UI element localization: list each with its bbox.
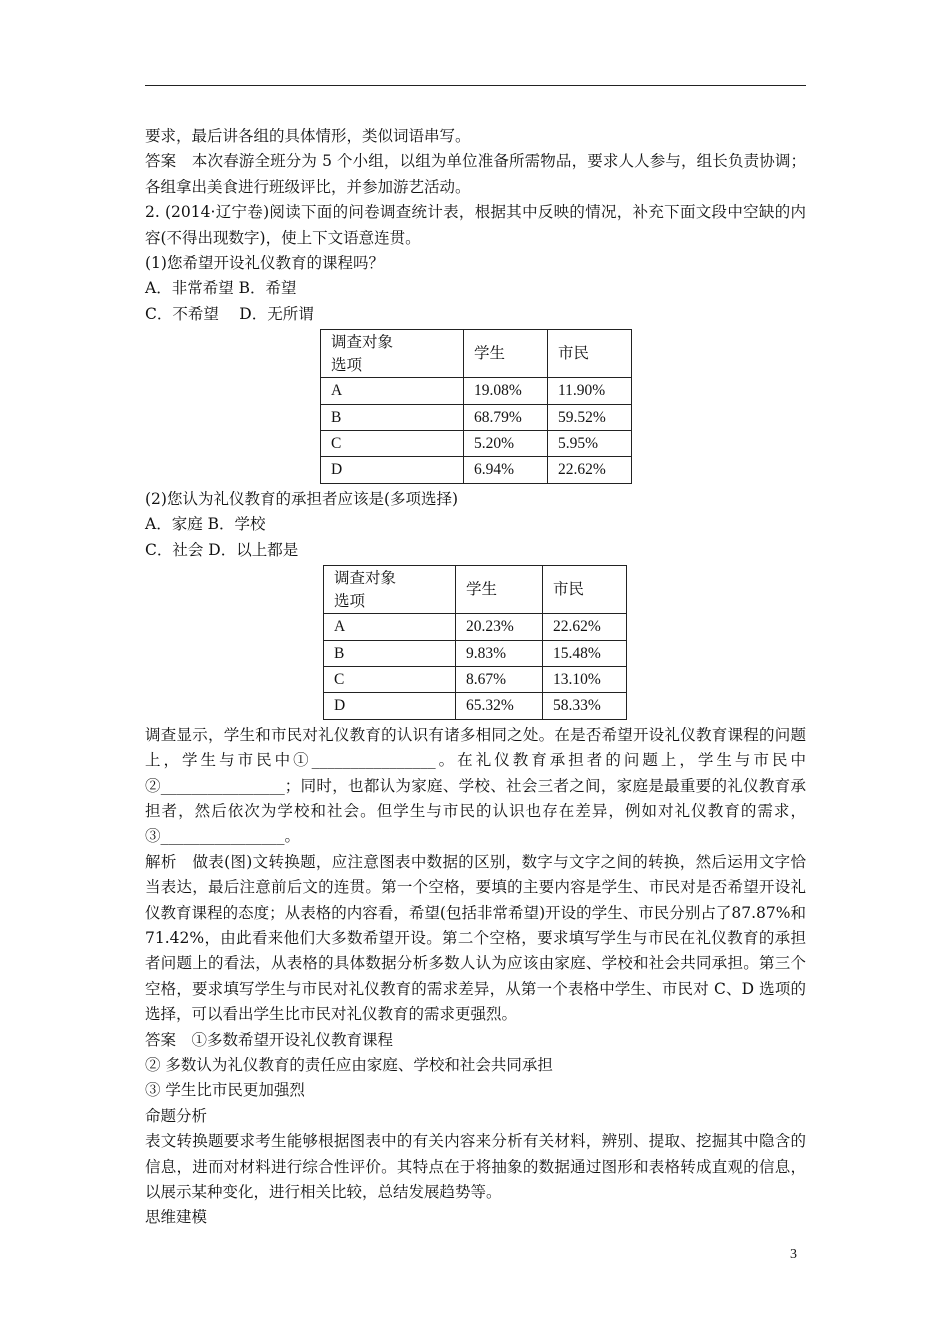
column-header-student: 学生 <box>456 566 543 614</box>
section-body: 表文转换题要求考生能够根据图表中的有关内容来分析有关材料，辨别、提取、挖掘其中隐含的信息，进而对材料进行综合性评价。其特点在于将抽象的数据通过图形和表格转成直观的信息，以展示某种变化，进行相关比较，总结发展趋势等。 <box>145 1132 806 1202</box>
option-cell: D <box>324 693 456 719</box>
corner-cell <box>321 330 464 378</box>
citizen-cell: 58.33% <box>543 693 627 719</box>
citizen-cell: 13.10% <box>543 666 627 692</box>
analysis-paragraph: 解析 做表(图)文转换题，应注意图表中数据的区别，数字与文字之间的转换，然后运用文字恰当表达，最后注意前后文的连贯。第一个空格，要填的主要内容是学生、市民对是否希望开设礼仪教育课程的态度；从表格的内容看，希望(包括非常希望)开设的学生、市民分别占了87.87%和 71.42%，由此看来他们大多数希望开设。第二个空格，要求填写学生与市民在礼仪教育的承担者问题上的看法，从表格的具体数据分析多数人认为应该由家庭、学校和社会共同承担。第三个空格，要求填写学生与市民对礼仪教育的需求差异，从第一个表格中学生、市民对 C、D 选项的选择，可以看出学生比市民对礼仪教育的需求更强烈。 <box>145 852 806 1024</box>
corner-top-label: 调查对象 <box>334 569 397 587</box>
options-ab-2: A．家庭 B．学校 <box>145 515 266 534</box>
citizen-cell: 11.90% <box>548 378 632 404</box>
student-cell: 19.08% <box>464 378 548 404</box>
answer-line-3: ③ 学生比市民更加强烈 <box>145 1081 305 1100</box>
table-row <box>321 431 632 457</box>
options-cd-2: C．社会 D．以上都是 <box>145 540 299 559</box>
survey-table-1 <box>320 329 632 484</box>
fill-blank-passage: 调查显示，学生和市民对礼仪教育的认识有诸多相同之处。在是否希望开设礼仪教育课程的问题上，学生与市民中①________________。在礼仪教育承担者的问题上，学生与市民中②________________；同时，也都认为家庭、学校、社会三者之间，家庭是最重要的礼仪教育承担者，然后依次为学校和社会。但学生与市民的认识也存在差异，例如对礼仪教育的需求，③________________。 <box>145 725 806 846</box>
table-header-row <box>324 566 627 614</box>
intro-line: 要求，最后讲各组的具体情形，类似词语串写。 <box>145 127 471 145</box>
question-stem: 2. (2014·辽宁卷)阅读下面的问卷调查统计表，根据其中反映的情况，补充下面文段中空缺的内容(不得出现数字)，使上下文语意连贯。 <box>145 203 806 247</box>
student-cell: 65.32% <box>456 693 543 719</box>
option-cell: B <box>324 640 456 666</box>
table-row <box>321 404 632 430</box>
student-cell: 68.79% <box>464 404 548 430</box>
section-heading: 命题分析 <box>145 1106 208 1125</box>
corner-bottom-label: 选项 <box>331 356 363 374</box>
column-header-citizen: 市民 <box>543 566 627 614</box>
column-header-student: 学生 <box>464 330 548 378</box>
option-cell: C <box>321 431 464 457</box>
table-row <box>324 666 627 692</box>
options-ab-1: A．非常希望 B．希望 <box>145 279 297 298</box>
student-cell: 5.20% <box>464 431 548 457</box>
option-cell: C <box>324 666 456 692</box>
table-header-row <box>321 330 632 378</box>
column-header-citizen: 市民 <box>548 330 632 378</box>
survey-table-2 <box>323 565 627 720</box>
corner-cell <box>324 566 456 614</box>
sub-question-1: (1)您希望开设礼仪教育的课程吗？ <box>145 254 384 273</box>
corner-top-label: 调查对象 <box>331 333 394 351</box>
option-cell: A <box>321 378 464 404</box>
header-rule <box>145 85 806 86</box>
next-section-heading: 思维建模 <box>145 1208 208 1227</box>
page-content <box>145 124 806 1231</box>
citizen-cell: 5.95% <box>548 431 632 457</box>
sub-question-2: (2)您认为礼仪教育的承担者应该是(多项选择) <box>145 489 459 508</box>
student-cell: 9.83% <box>456 640 543 666</box>
answer-line-1: 答案 ①多数希望开设礼仪教育课程 <box>145 1030 394 1049</box>
student-cell: 8.67% <box>456 666 543 692</box>
citizen-cell: 59.52% <box>548 404 632 430</box>
answer-paragraph: 答案 本次春游全班分为 5 个小组，以组为单位准备所需物品，要求人人参与，组长负责协调；各组拿出美食进行班级评比，并参加游艺活动。 <box>145 152 806 196</box>
table-row <box>321 378 632 404</box>
answer-line-2: ② 多数认为礼仪教育的责任应由家庭、学校和社会共同承担 <box>145 1056 553 1074</box>
table-row <box>324 640 627 666</box>
corner-bottom-label: 选项 <box>334 592 366 610</box>
option-cell: D <box>321 457 464 483</box>
citizen-cell: 22.62% <box>543 614 627 640</box>
student-cell: 6.94% <box>464 457 548 483</box>
page-number: 3 <box>790 1247 797 1262</box>
table-row <box>321 457 632 483</box>
student-cell: 20.23% <box>456 614 543 640</box>
option-cell: B <box>321 404 464 430</box>
citizen-cell: 22.62% <box>548 457 632 483</box>
table-row <box>324 693 627 719</box>
option-cell: A <box>324 614 456 640</box>
table-row <box>324 614 627 640</box>
citizen-cell: 15.48% <box>543 640 627 666</box>
options-cd-1: C．不希望 D．无所谓 <box>145 304 314 323</box>
